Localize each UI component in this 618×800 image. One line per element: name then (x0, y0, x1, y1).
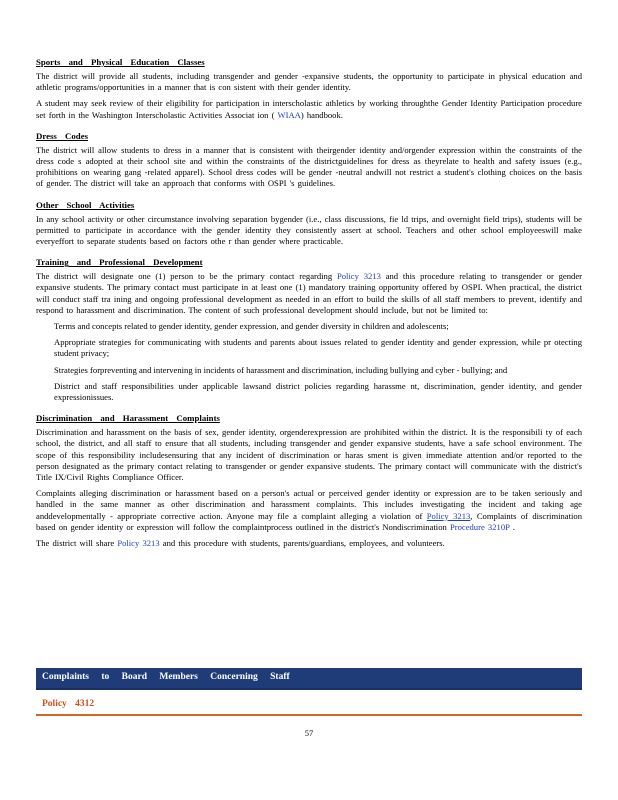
banner-title: Complaints to Board Members Concerning Staff (42, 672, 290, 682)
bullet-item (36, 381, 582, 403)
procedure-3210p-link[interactable]: Procedure 3210P (449, 521, 510, 532)
discrimination-section (36, 408, 582, 549)
document-body (36, 52, 582, 554)
bullet-marker (36, 321, 54, 332)
policy-3213-link[interactable]: Policy 3213 (117, 538, 160, 549)
section-banner (36, 668, 582, 690)
section-heading-dress: Dress Codes (36, 130, 89, 141)
bullet-text: Appropriate strategies for communicating with students and parents about issues related to gender identity and gender expression, while pr otecting student privacy; (54, 337, 582, 359)
paragraph: The district will provide all students, including transgender and gender -expansive students, the opportunity to participate in physical education and athletic programs/opportunities in a manner that is con sistent with their gender identity. (36, 71, 582, 93)
bullet-marker (36, 337, 54, 359)
text-span: A student may seek review of their eligibility for participation in interscholastic athletics by working throughthe Gender Identity Participation procedure set forth in the Washington Interscholastic Activities Associat ion ( (36, 98, 582, 120)
wiaa-link[interactable]: WIAA (277, 109, 301, 120)
paragraph (36, 538, 582, 549)
training-section (36, 252, 582, 403)
text-span: . (509, 521, 515, 532)
section-heading-training: Training and Professional Development (36, 257, 203, 268)
text-span: , Complaints of discrimination based on gender identity or expression will follow the complaintprocess outlined in the district's Nondiscrimination (36, 510, 582, 532)
bullet-text: Strategies forpreventing and intervening in incidents of harassment and discrimination, including bullying and cyber - bullying; and (54, 364, 508, 375)
paragraph: The district will allow students to dress in a manner that is consistent with theirgender identity and/orgender expression within the constraints of the dress code s adopted at their school site and within the constraints of the districtguidelines for dress as theyrelate to health and safety issues (e.g., prohibitions on wearing gang -related apparel). School dress codes will be gender -neutral andwill not restrict a student's clothing choices on the basis of gender. The district will take an approach that conforms with OSPI 's guidelines. (36, 144, 582, 189)
paragraph: In any school activity or other circumstance involving separation bygender (i.e., class discussions, fie ld trips, and overnight field trips), students will be permitted to participate in accordance with the gender identity they consistently assert at school. Teachers and other school employeeswill make everyeffort to separate students based on factors othe r than gender where practicable. (36, 213, 582, 247)
text-span: and this procedure relating to transgender or gender expansive students. The primary contact must participate in at least one (1) mandatory training opportunity offered by OSPI. When practical, the district will conduct staff tra ining and ongoing professional development as needed in an effort to build the skills of all staff members to prevent, identify and respond to harassment and discrimination. The content of such professional development should include, but not be limited to: (36, 271, 582, 315)
bullet-marker (36, 381, 54, 403)
bullet-text: District and staff responsibilities under applicable lawsand district policies regarding harassme nt, discrimination, gender identity, and gender expressionissues. (54, 380, 582, 403)
page-number: 57 (304, 728, 314, 738)
text-span: The district will share (36, 538, 118, 549)
section-heading-discrimination: Discrimination and Harassment Complaints (36, 413, 220, 424)
policy-reference[interactable]: Policy 4312 (42, 699, 95, 709)
dress-section (36, 126, 582, 190)
paragraph (36, 98, 582, 120)
section-heading-other: Other School Activities (36, 199, 135, 210)
other-activities-section (36, 195, 582, 248)
paragraph (36, 488, 582, 533)
bullet-item (36, 365, 582, 376)
text-span: and this procedure with students, parents/guardians, employees, and volunteers. (159, 538, 445, 549)
policy-3213-link[interactable]: Policy 3213 (336, 271, 381, 282)
paragraph (36, 271, 582, 316)
text-span: Complaints alleging discrimination or harassment based on a person's actual or perceived gender identity or expression are to be taken seriously and handled in the same manner as other discrimination and harassment complaints. This includes investigating the incident and taking age anddevelopmentally - appropriate corrective action. Anyone may file a complaint alleging a violation of (36, 488, 582, 521)
text-span: The district will designate one (1) person to be the primary contact regarding (36, 271, 337, 282)
policy-3213-link[interactable]: Policy 3213 (426, 510, 471, 521)
bullet-text: Terms and concepts related to gender identity, gender expression, and gender diversity in children and adolescents; (54, 321, 449, 332)
paragraph: Discrimination and harassment on the basis of sex, gender identity, orgenderexpression are prohibited within the district. It is the responsibili ty of each school, the district, and all staff to ensure that all students, including transgender and gender expansive students, have a safe school environment. The scope of this responsibility includesensuring that any incident of discrimination or haras sment is given immediate attention and/or reported to the person designated as the primary contact relating to transgender or gender expansive students. The primary contact will communicate with the district's Title IX/Civil Rights Compliance Officer. (36, 427, 582, 483)
divider (36, 714, 582, 716)
bullet-item (36, 321, 582, 332)
bullet-item (36, 337, 582, 359)
sports-section (36, 52, 582, 121)
bullet-marker (36, 365, 54, 376)
section-heading-sports: Sports and Physical Education Classes (36, 57, 205, 67)
text-span: ) handbook. (300, 109, 343, 120)
